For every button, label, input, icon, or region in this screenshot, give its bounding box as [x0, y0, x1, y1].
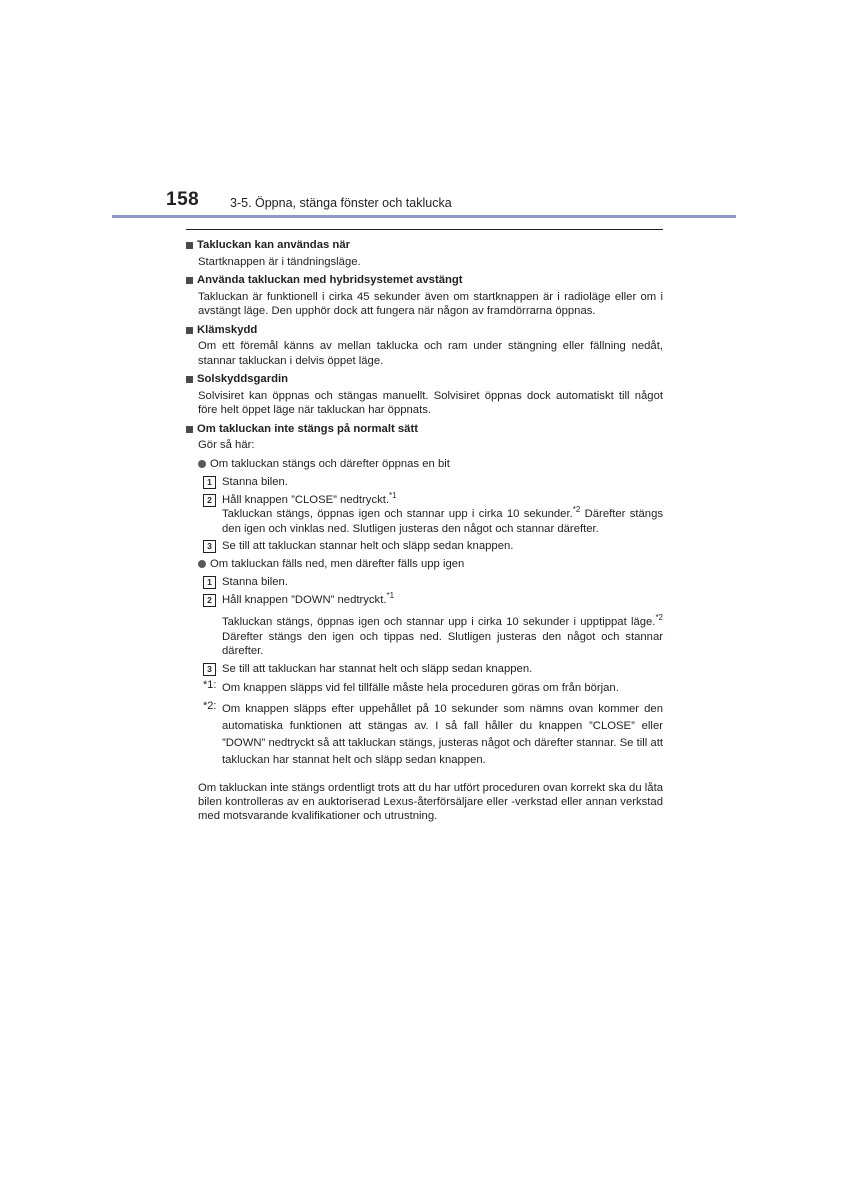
footnote-2 [186, 701, 663, 769]
footnote-1 [186, 680, 663, 697]
case1-step-2-text: Håll knappen ”CLOSE” nedtryckt. [222, 493, 390, 506]
case2-step-2-detail-b: Därefter stängs den igen och tippas ned. Slutligen justeras den något och stannar därefter. [222, 630, 663, 657]
text-usable-when: Startknappen är i tändningsläge. [198, 255, 361, 268]
step-number-2-icon: 2 [203, 594, 216, 607]
closing-paragraph: Om takluckan inte stängs ordentligt trots att du har utfört proceduren ovan korrekt ska du låta bilen kontrolleras av en auktoriserad Lexus-återförsäljare eller -verkstad eller annan verkstad med motsvarande kvalifikationer och utrustning. [198, 782, 663, 822]
case1-step-2-detail [222, 507, 663, 536]
step-number-3-icon: 3 [203, 663, 216, 676]
heading-hybrid-off: Använda takluckan med hybridsystemet avstängt [186, 273, 663, 288]
page-number: 158 [166, 189, 200, 210]
case1-step-3 [186, 539, 663, 554]
content [186, 229, 663, 823]
page-header [0, 0, 848, 220]
heading-sunshade: Solskyddsgardin [186, 372, 663, 387]
case1-step-2-detail-a: Takluckan stängs, öppnas igen och stannar upp i cirka 10 sekunder. [222, 508, 573, 520]
header-rule [112, 215, 736, 218]
case1-step-3-text: Se till att takluckan stannar helt och släpp sedan knappen. [222, 540, 514, 552]
case1-step-2 [186, 490, 664, 537]
case2-step-1-text: Stanna bilen. [222, 576, 288, 588]
footnote-2-text: Om knappen släpps efter uppehållet på 10 sekunder som nämns ovan kommer den automatiska funktionen att stängas av. I så fall håller du knappen ”CLOSE” eller ”DOWN” nedtryckt så att takluckan stängs, justeras något och därefter stannar. Se till att takluckan har stannat helt och släpp sedan knappen. [222, 703, 663, 766]
text-jam-protection: Om ett föremål känns av mellan taklucka och ram under stängning eller fällning nedåt, stannar takluckan i delvis öppet läge. [198, 340, 663, 367]
case2-title: Om takluckan fälls ned, men därefter fälls upp igen [186, 557, 663, 572]
step-number-2-icon: 2 [203, 494, 216, 507]
case2-step-3 [186, 662, 663, 677]
footnote-1-mark: *1: [203, 679, 217, 691]
text-sunshade: Solvisiret kan öppnas och stängas manuellt. Solvisiret öppnas dock automatiskt till något före helt öppet läge när takluckan har öppnats. [198, 389, 663, 416]
case1-step-1 [186, 475, 663, 490]
step-number-1-icon: 1 [203, 576, 216, 589]
footnote-2-mark: *2: [203, 700, 217, 712]
case2-step-1 [186, 575, 663, 590]
step-number-1-icon: 1 [203, 476, 216, 489]
top-rule [186, 229, 663, 230]
footnote-1-text: Om knappen släpps vid fel tillfälle måste hela proceduren göras om från början. [222, 682, 619, 694]
footnote-ref: *2 [572, 505, 581, 514]
case1-step-2-detail-b: Därefter stängs den igen och vinklas ned. Slutligen justeras den något och stannar därefter. [222, 508, 664, 535]
step-number-3-icon: 3 [203, 540, 216, 553]
footnote-ref: *2 [655, 613, 663, 622]
case1-title: Om takluckan stängs och därefter öppnas en bit [186, 457, 663, 472]
heading-not-closing: Om takluckan inte stängs på normalt sätt [186, 422, 663, 437]
footnote-ref: *1 [389, 490, 397, 500]
case2-step-2-detail-a: Takluckan stängs, öppnas igen och stannar upp i cirka 10 sekunder i upptippat läge. [222, 616, 656, 628]
text-do-this: Gör så här: [198, 439, 255, 451]
heading-jam-protection: Klämskydd [186, 323, 663, 338]
footnote-ref: *1 [386, 590, 395, 600]
case2-step-3-text: Se till att takluckan har stannat helt och släpp sedan knappen. [222, 662, 533, 675]
case2-step-2-text: Håll knappen ”DOWN” nedtryckt. [222, 593, 387, 606]
section-title: 3-5. Öppna, stänga fönster och taklucka [230, 196, 452, 210]
case2-step-2-detail [222, 615, 663, 659]
text-hybrid-off: Takluckan är funktionell i cirka 45 sekunder även om startknappen är i radioläge eller om i avstängt läge. Den upphör dock att fungera när någon av framdörrarna öppnas. [198, 290, 663, 317]
case1-step-1-text: Stanna bilen. [222, 476, 288, 488]
case2-step-2 [186, 590, 663, 659]
heading-usable-when: Takluckan kan användas när [186, 238, 663, 253]
